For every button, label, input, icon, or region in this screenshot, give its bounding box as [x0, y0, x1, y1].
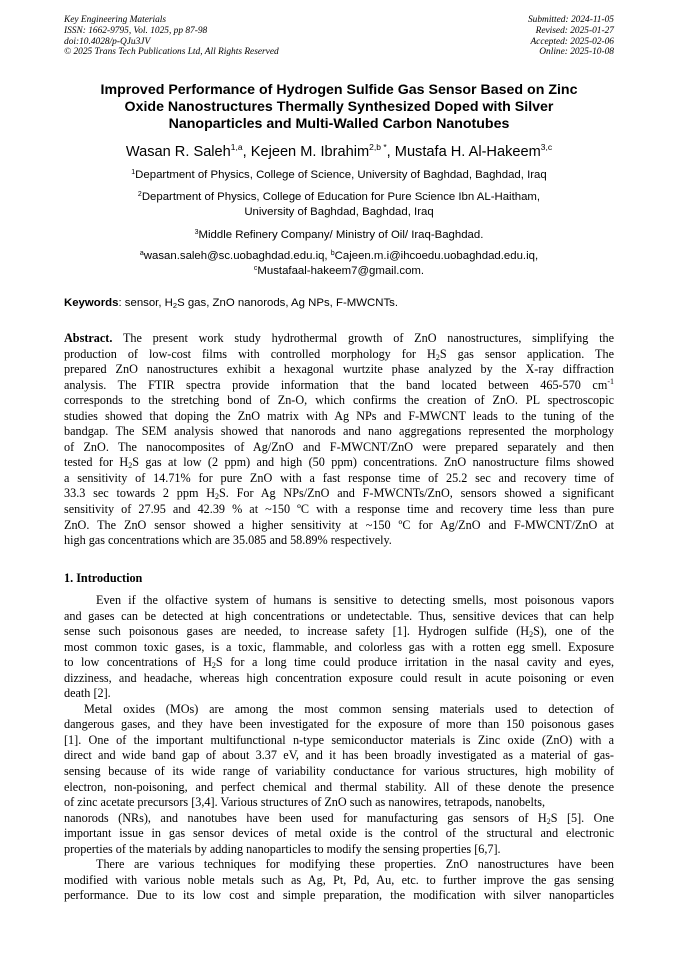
text-run: analysis. The FTIR spectra provide information that the band located between 465-570 cm	[64, 377, 608, 392]
doi-line[interactable]: doi:10.4028/p-QJu3JV	[64, 36, 151, 47]
introduction-text	[64, 593, 614, 904]
intro-line	[64, 764, 614, 780]
text-run: S), one of the	[533, 624, 615, 639]
text-run: dizziness, and headache, whereas high concentration exposure could result in acute poisoning or even	[64, 670, 614, 685]
journal-info	[64, 15, 279, 58]
text-run: to low concentrations of H	[64, 655, 212, 670]
text-run: Even if the olfactive system of humans is sensitive to detecting smells, most poisonous vapors	[96, 593, 614, 607]
text-run: death [2].	[64, 686, 111, 701]
subscript: 2	[435, 352, 440, 362]
accepted-date: Accepted: 2025-02-06	[530, 36, 614, 47]
text-run: modified with various noble metals such as Ag, Pt, Pd, Au, etc. to further improve the gas sensing	[64, 872, 614, 887]
email-marker: a	[139, 250, 144, 257]
keywords-line	[64, 296, 398, 310]
abstract-line	[64, 378, 614, 394]
text-run: tested for H	[64, 455, 129, 470]
affiliation-text: University of Baghdad, Baghdad, Iraq	[244, 206, 434, 219]
author-affiliation-marker: 3,c	[540, 142, 553, 152]
superscript: -1	[607, 376, 614, 386]
text-run: bandgap. The SEM analysis showed that nanorods and nano aggregations represented the morphology	[64, 424, 614, 439]
text-run: sensing because of its wide range of variability conductance for various structures, high mobility of	[64, 764, 614, 779]
affiliation-text: Middle Refinery Company/ Ministry of Oil/ Iraq-Baghdad.	[198, 229, 484, 241]
journal-name: Key Engineering Materials	[64, 15, 167, 25]
text-run: prepared ZnO nanostructures exhibit a hexagonal wurtzite phase analyzed by the X-ray diffraction	[64, 362, 614, 377]
author-emails	[40, 249, 638, 280]
abstract-label: Abstract.	[64, 331, 113, 345]
abstract-line	[64, 362, 614, 378]
text-run: and gases can be detected at high concentrations or undetectable. Thus, sensitive devices that can help	[64, 608, 614, 623]
affiliation-marker: 3	[194, 229, 199, 236]
abstract-line	[64, 502, 614, 518]
abstract-line	[64, 424, 614, 440]
title-line: Nanoparticles and Multi-Walled Carbon Nanotubes	[168, 116, 510, 133]
text-run: There are various techniques for modifying these properties. ZnO nanostructures have been	[96, 857, 614, 872]
online-date: Online: 2025-10-08	[539, 47, 614, 58]
text-run: [1]. One of the important multifunctional n-type semiconductor materials is Zinc oxide (ZnO) with a	[64, 732, 614, 747]
text-run: nanorods (NRs), and nanotubes have been used for manufacturing gas sensors of H	[64, 810, 547, 825]
author-separator: ,	[386, 144, 395, 160]
abstract-line	[64, 331, 614, 347]
subscript: 2	[546, 816, 551, 826]
abstract-line	[64, 486, 614, 502]
intro-line	[64, 593, 614, 609]
text-run: a sensitivity of 14.71% for pure ZnO with a fast response time of 25.2 sec and recovery time of	[64, 470, 614, 485]
author-name: Wasan R. Saleh	[125, 144, 231, 160]
abstract-line	[64, 518, 614, 534]
intro-line	[64, 702, 614, 718]
text-run: high gas concentrations which are 35.085 and 58.89% respectively.	[64, 533, 392, 548]
text-run: production of low-cost films with controlled morphology for H	[64, 346, 436, 361]
text-run: S for a long time could produce irritation in the nasal cavity and eyes,	[215, 655, 614, 670]
text-run: S gas sensor application. The	[439, 346, 614, 361]
intro-line	[64, 655, 614, 671]
affiliation-text: Department of Physics, College of Science, University of Baghdad, Baghdad, Iraq	[135, 169, 547, 181]
intro-line	[64, 857, 614, 873]
intro-line	[64, 888, 614, 904]
author-affiliation-marker: 2,b *	[369, 142, 387, 152]
keywords-text: : sensor, H	[118, 297, 173, 309]
email-link[interactable]: Mustafaal-hakeem7@gmail.com.	[257, 265, 425, 278]
abstract-line	[64, 409, 614, 425]
text-run: performance. Due to its low cost and simple preparation, the modification with silver nanoparticles	[64, 888, 614, 903]
intro-line	[64, 624, 614, 640]
keywords-text: S gas, ZnO nanorods, Ag NPs, F-MWCNTs.	[177, 297, 398, 309]
section-heading: 1. Introduction	[64, 571, 143, 585]
email-marker: b	[330, 250, 335, 257]
email-link[interactable]: wasan.saleh@sc.uobaghdad.edu.iq,	[143, 250, 331, 262]
subscript: 2	[128, 461, 133, 471]
subscript: 2	[529, 630, 534, 640]
submitted-date: Submitted: 2024-11-05	[527, 15, 614, 25]
text-run: S gas at low (2 ppm) and high (50 ppm) concentrations. ZnO nanostructure films showed	[132, 455, 614, 470]
revised-date: Revised: 2025-01-27	[535, 25, 614, 36]
intro-line	[64, 748, 614, 764]
author-affiliation-marker: 1,a	[230, 142, 243, 152]
subscript: 2	[215, 492, 220, 502]
affiliation-2	[40, 190, 638, 221]
email-marker: c	[253, 265, 258, 273]
intro-line	[64, 671, 614, 687]
author-separator: ,	[242, 144, 251, 160]
intro-line	[64, 609, 614, 625]
text-run: S [5]. One	[550, 810, 614, 825]
abstract-line	[64, 393, 614, 409]
affiliation-marker: 2	[137, 191, 142, 198]
text-run: ZnO. The ZnO sensor showed a higher sensitivity at ~150 ºC for Ag/ZnO and F-MWCNT/ZnO at	[64, 517, 614, 532]
text-run: studies showed that doping the ZnO matrix with Ag NPs and F-MWCNT leads to the tuning of the	[64, 408, 614, 423]
text-run: most common toxic gases, is a toxic, flammable, and colorless gas with a rotten egg smell. Exposure	[64, 639, 614, 654]
text-run: The present work study hydrothermal growth of ZnO nanostructures, simplifying the	[112, 331, 614, 345]
text-run: electron, non-poisoning, and perfect chemical and thermal stability. All of these denote the presence	[64, 779, 614, 794]
affiliation-1	[40, 168, 638, 183]
text-run: properties of the materials by adding nanoparticles to modify the sensing properties [6,7].	[64, 841, 501, 856]
title-line: Improved Performance of Hydrogen Sulfide Gas Sensor Based on Zinc	[100, 82, 578, 98]
keywords-label: Keywords	[64, 297, 119, 309]
author-list	[40, 144, 638, 161]
intro-line	[64, 811, 614, 827]
affiliation-3	[40, 228, 638, 243]
publication-dates	[528, 15, 614, 58]
text-run: of ZnO. The nanocomposites of Ag/ZnO and F-MWCNT/ZnO were prepared separately and then	[64, 439, 614, 454]
author-name: Kejeen M. Ibrahim	[250, 144, 370, 160]
subscript: 2	[172, 301, 178, 310]
text-run: of zinc acetate precursors [3,4]. Various structures of ZnO such as nanowires, tetrapods, nanobelts,	[64, 795, 546, 810]
text-run: Metal oxides (MOs) are among the most common sensing materials used to detection of	[84, 701, 614, 716]
title-line: Oxide Nanostructures Thermally Synthesized Doped with Silver	[124, 99, 554, 116]
paper-title	[40, 82, 638, 134]
text-run: corresponds to the stretching bond of Zn-O, which confirms the creation of ZnO. PL spectroscopic	[64, 393, 614, 408]
abstract-line	[64, 347, 614, 363]
intro-line	[64, 717, 614, 733]
affiliation-text: Department of Physics, College of Education for Pure Science Ibn AL-Haitham,	[141, 191, 541, 203]
copyright-line: © 2025 Trans Tech Publications Ltd, All Rights Reserved	[64, 47, 279, 58]
email-link[interactable]: Cajeen.m.i@ihcoedu.uobaghdad.edu.iq,	[334, 250, 539, 262]
abstract-line	[64, 533, 614, 549]
intro-line	[64, 780, 614, 796]
text-run: sensitivity of 27.95 and 42.39 % at ~150 ºC with a response time and recovery time less than pure	[64, 502, 614, 517]
intro-line	[64, 795, 614, 811]
text-run: 33.3 sec towards 2 ppm H	[64, 486, 216, 501]
text-run: direct and wide band gap of about 3.37 eV, and it has been broadly investigated as a material of gas-	[64, 748, 614, 763]
intro-line	[64, 640, 614, 656]
issn-line: ISSN: 1662-9795, Vol. 1025, pp 87-98	[64, 25, 208, 36]
abstract-line	[64, 471, 614, 487]
text-run: S. For Ag NPs/ZnO and F-MWCNTs/ZnO, sensors showed a significant	[219, 486, 615, 501]
text-run: important issue in gas sensor devices of metal oxide is the control of the structural and electronic	[64, 826, 614, 841]
intro-line	[64, 686, 614, 702]
abstract-paragraph	[64, 331, 614, 549]
abstract-line	[64, 440, 614, 456]
text-run: dangerous gases, and they have been investigated for the exposure of more than 150 poisonous gases	[64, 717, 614, 732]
intro-line	[64, 842, 614, 858]
subscript: 2	[211, 661, 216, 671]
intro-line	[64, 826, 614, 842]
text-run: sense such poisonous gases are needed, to increase safety [1]. Hydrogen sulfide (H	[64, 624, 530, 639]
abstract-line	[64, 455, 614, 471]
affiliation-marker: 1	[131, 169, 136, 176]
intro-line	[64, 733, 614, 749]
intro-line	[64, 873, 614, 889]
author-name: Mustafa H. Al-Hakeem	[394, 144, 541, 160]
